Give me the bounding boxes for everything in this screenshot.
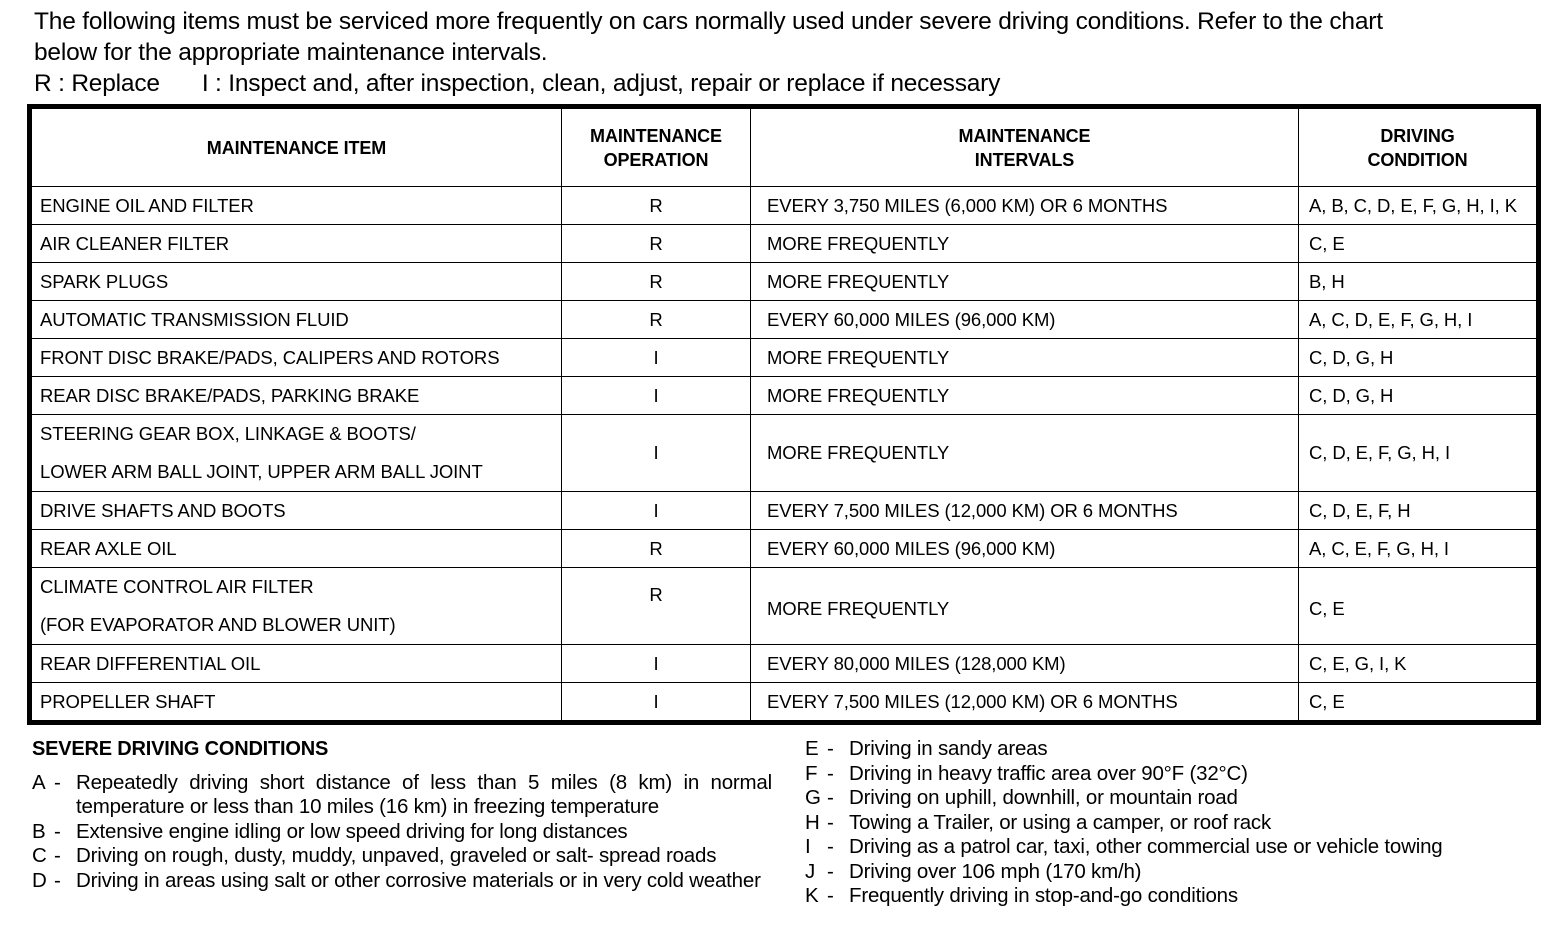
condition-i	[805, 835, 1442, 860]
condition-b	[32, 820, 772, 845]
condition-text: Driving on uphill, downhill, or mountain road	[849, 786, 1238, 809]
table-row	[32, 225, 1537, 263]
condition-dash: -	[54, 868, 61, 892]
item-cell: REAR AXLE OIL	[32, 530, 562, 568]
table-row	[32, 187, 1537, 225]
table-header-row	[32, 109, 1537, 187]
operation-cell: R	[562, 530, 751, 568]
interval-cell: EVERY 60,000 MILES (96,000 KM)	[751, 301, 1299, 339]
condition-key: E	[805, 737, 819, 760]
condition-key: J	[805, 859, 816, 883]
condition-text: Towing a Trailer, or using a camper, or roof rack	[849, 810, 1272, 834]
item-line-1: STEERING GEAR BOX, LINKAGE & BOOTS/	[40, 423, 416, 444]
condition-dash: -	[54, 770, 61, 794]
interval-cell: MORE FREQUENTLY	[751, 568, 1299, 645]
condition-cell: C, E, G, I, K	[1299, 645, 1537, 683]
condition-text: Frequently driving in stop-and-go conditions	[849, 884, 1238, 907]
interval-cell: MORE FREQUENTLY	[751, 415, 1299, 492]
intro-line-1: The following items must be serviced more frequently on cars normally used under severe driving conditions. Refer to the chart	[34, 8, 1383, 35]
condition-dash: -	[827, 859, 834, 883]
table-row	[32, 415, 1537, 492]
interval-cell: EVERY 7,500 MILES (12,000 KM) OR 6 MONTHS	[751, 683, 1299, 721]
condition-cell: A, C, E, F, G, H, I	[1299, 530, 1537, 568]
condition-dash: -	[54, 844, 61, 867]
severe-conditions-right	[805, 737, 1442, 909]
condition-c	[32, 844, 772, 869]
intro-text	[34, 6, 1544, 99]
legend-inspect: I : Inspect and, after inspection, clean, adjust, repair or replace if necessary	[201, 70, 1001, 97]
interval-cell: EVERY 7,500 MILES (12,000 KM) OR 6 MONTHS	[751, 492, 1299, 530]
table-row	[32, 645, 1537, 683]
item-cell	[32, 415, 562, 492]
item-cell: REAR DISC BRAKE/PADS, PARKING BRAKE	[32, 377, 562, 415]
condition-h	[805, 811, 1442, 836]
item-line-2: LOWER ARM BALL JOINT, UPPER ARM BALL JOINT	[40, 461, 483, 482]
condition-cell: A, B, C, D, E, F, G, H, I, K	[1299, 187, 1537, 225]
header-maintenance-item: MAINTENANCE ITEM	[32, 109, 562, 187]
condition-cell: B, H	[1299, 263, 1537, 301]
condition-dash: -	[827, 761, 834, 785]
condition-key: C	[32, 844, 47, 867]
maintenance-table-frame	[27, 104, 1541, 725]
condition-text: Repeatedly driving short distance of less than 5 miles (8 km) in normal temperature or less than 10 miles (16 km) in freezing temperature	[76, 770, 772, 818]
condition-j	[805, 860, 1442, 885]
condition-d	[32, 869, 772, 894]
condition-cell: C, E	[1299, 225, 1537, 263]
condition-text: Driving over 106 mph (170 km/h)	[849, 859, 1142, 883]
operation-cell: I	[562, 645, 751, 683]
condition-text: Driving on rough, dusty, muddy, unpaved, graveled or salt- spread roads	[76, 844, 717, 867]
severe-conditions-title: SEVERE DRIVING CONDITIONS	[32, 738, 329, 760]
item-cell: DRIVE SHAFTS AND BOOTS	[32, 492, 562, 530]
item-cell: AUTOMATIC TRANSMISSION FLUID	[32, 301, 562, 339]
table-row	[32, 683, 1537, 721]
condition-key: B	[32, 819, 46, 843]
item-cell: FRONT DISC BRAKE/PADS, CALIPERS AND ROTORS	[32, 339, 562, 377]
condition-cell: C, E	[1299, 568, 1537, 645]
condition-text: Driving as a patrol car, taxi, other commercial use or vehicle towing	[849, 835, 1443, 858]
condition-a	[32, 771, 772, 820]
header-driving-condition: DRIVING CONDITION	[1299, 109, 1537, 187]
operation-cell: R	[562, 568, 751, 645]
legend-replace: R : Replace	[34, 70, 160, 97]
condition-key: G	[805, 786, 821, 809]
operation-cell: R	[562, 187, 751, 225]
condition-key: F	[805, 761, 818, 785]
item-cell	[32, 568, 562, 645]
condition-g	[805, 786, 1442, 811]
intro-line-2: below for the appropriate maintenance intervals.	[34, 39, 548, 66]
condition-key: H	[805, 810, 820, 834]
condition-text: Driving in areas using salt or other corrosive materials or in very cold weather	[76, 868, 761, 892]
operation-cell: I	[562, 339, 751, 377]
header-maintenance-intervals: MAINTENANCE INTERVALS	[751, 109, 1299, 187]
item-cell: ENGINE OIL AND FILTER	[32, 187, 562, 225]
condition-key: K	[805, 884, 819, 907]
operation-cell: I	[562, 415, 751, 492]
condition-dash: -	[827, 884, 834, 907]
condition-key: D	[32, 868, 47, 892]
maintenance-table	[31, 108, 1537, 721]
condition-text: Driving in sandy areas	[849, 737, 1048, 760]
condition-dash: -	[827, 835, 834, 858]
condition-dash: -	[827, 810, 834, 834]
interval-cell: EVERY 80,000 MILES (128,000 KM)	[751, 645, 1299, 683]
item-cell: SPARK PLUGS	[32, 263, 562, 301]
table-row	[32, 568, 1537, 645]
condition-dash: -	[54, 819, 61, 843]
condition-key: A	[32, 770, 46, 794]
table-row	[32, 263, 1537, 301]
condition-cell: C, D, G, H	[1299, 339, 1537, 377]
operation-cell: R	[562, 263, 751, 301]
condition-k	[805, 884, 1442, 909]
condition-f	[805, 762, 1442, 787]
condition-dash: -	[827, 786, 834, 809]
operation-legend	[34, 68, 1544, 99]
condition-dash: -	[827, 737, 834, 760]
table-row	[32, 377, 1537, 415]
operation-cell: R	[562, 225, 751, 263]
item-line-2: (FOR EVAPORATOR AND BLOWER UNIT)	[40, 614, 396, 635]
item-cell: PROPELLER SHAFT	[32, 683, 562, 721]
interval-cell: EVERY 3,750 MILES (6,000 KM) OR 6 MONTHS	[751, 187, 1299, 225]
condition-e	[805, 737, 1442, 762]
operation-cell: I	[562, 683, 751, 721]
severe-conditions-left	[32, 737, 772, 893]
interval-cell: MORE FREQUENTLY	[751, 263, 1299, 301]
table-row	[32, 339, 1537, 377]
operation-cell: I	[562, 377, 751, 415]
interval-cell: MORE FREQUENTLY	[751, 339, 1299, 377]
item-line-1: CLIMATE CONTROL AIR FILTER	[40, 576, 314, 597]
item-cell: REAR DIFFERENTIAL OIL	[32, 645, 562, 683]
operation-cell: R	[562, 301, 751, 339]
table-row	[32, 301, 1537, 339]
interval-cell: EVERY 60,000 MILES (96,000 KM)	[751, 530, 1299, 568]
condition-cell: C, D, E, F, G, H, I	[1299, 415, 1537, 492]
interval-cell: MORE FREQUENTLY	[751, 377, 1299, 415]
condition-text: Extensive engine idling or low speed driving for long distances	[76, 819, 628, 843]
condition-text: Driving in heavy traffic area over 90°F (32°C)	[849, 761, 1248, 785]
condition-key: I	[805, 835, 811, 858]
condition-cell: C, D, E, F, H	[1299, 492, 1537, 530]
condition-cell: C, D, G, H	[1299, 377, 1537, 415]
header-maintenance-operation: MAINTENANCE OPERATION	[562, 109, 751, 187]
table-row	[32, 530, 1537, 568]
table-row	[32, 492, 1537, 530]
condition-cell: C, E	[1299, 683, 1537, 721]
operation-cell: I	[562, 492, 751, 530]
interval-cell: MORE FREQUENTLY	[751, 225, 1299, 263]
item-cell: AIR CLEANER FILTER	[32, 225, 562, 263]
condition-cell: A, C, D, E, F, G, H, I	[1299, 301, 1537, 339]
